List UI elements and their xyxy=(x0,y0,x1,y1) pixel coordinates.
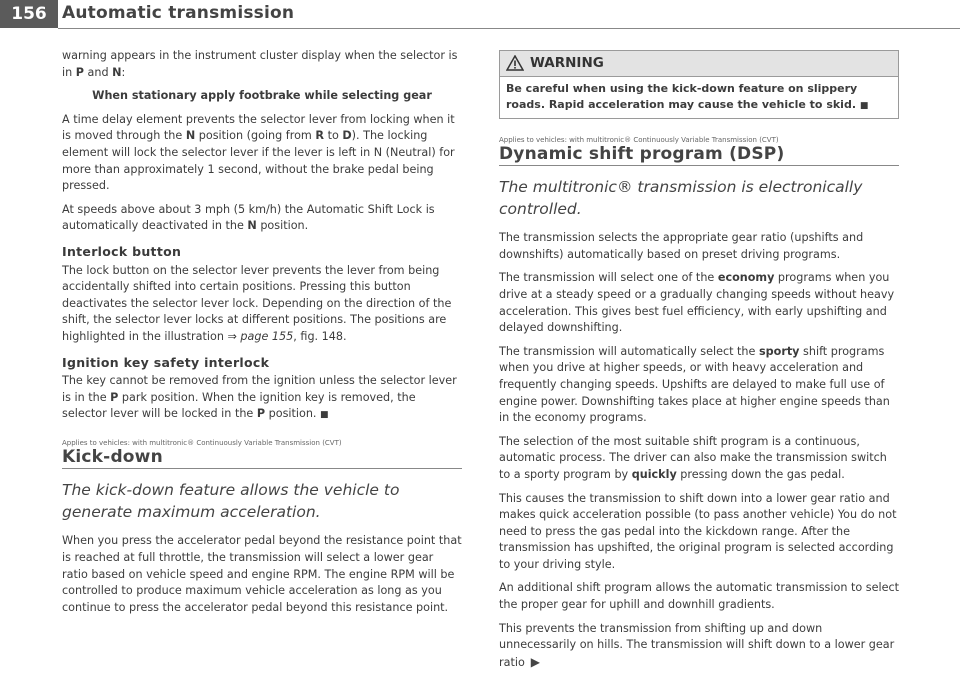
interlock-heading: Interlock button xyxy=(62,243,182,259)
shift-lock-paragraph: warning appears in the instrument cluster display when the selector is in P and N: xyxy=(62,49,458,79)
kickdown-title: Kick-down xyxy=(62,449,462,470)
footbrake-emphasis: When stationary apply footbrake while selecting gear xyxy=(92,89,432,103)
dsp-paragraph-5: This causes the transmission to shift down into a lower gear ratio and makes quick acceleration possible (to pass another vehicle) You do not need to press the gas pedal into the kickdown range. After the transmission has upshifted, the original program is selected according to your driving style. xyxy=(499,491,897,571)
dsp-paragraph-2: The transmission will select one of the economy programs when you drive at a steady speed or a gradually changing speeds without heavy acceleration. This gives best fuel efficiency, with early upshifting and delayed downshifting. xyxy=(499,271,895,335)
kickdown-lead: The kick-down feature allows the vehicle to generate maximum acceleration. xyxy=(62,481,400,522)
speed-paragraph: At speeds above about 3 mph (5 km/h) the Automatic Shift Lock is automatically deactivated in the N position. xyxy=(62,202,435,233)
end-mark: ■ xyxy=(320,410,329,421)
time-delay-paragraph: A time delay element prevents the selector lever from locking when it is moved through the N position (going from R to D). The locking element will lock the selector lever if the lever is left in N (Neutral) for more than approximately 1 second, without the brake pedal being pressed. xyxy=(62,112,455,193)
warning-box xyxy=(499,50,899,119)
right-column xyxy=(499,48,899,678)
dsp-paragraph-3: The transmission will automatically select the sporty shift programs when you drive at higher speeds, or with heavy acceleration and frequently changing speeds. Upshifts are delayed to make full use of engine power. Downshifting takes place at higher engine speeds than in the economy programs. xyxy=(499,344,890,425)
interlock-paragraph: The lock button on the selector lever prevents the lever from being accidentally shifted into certain positions. Pressing this button deactivates the selector lever lock. Depending on the direction of the shift, the selector lever locks at different positions. The positions are highlighted in the illustration ⇒ page 155, fig. 148. xyxy=(62,263,452,343)
warning-triangle-icon xyxy=(506,55,524,71)
page-header xyxy=(0,0,960,32)
ignition-heading: Ignition key safety interlock xyxy=(62,354,270,370)
header-rule xyxy=(58,28,960,29)
page-number: 156 xyxy=(0,0,58,28)
applies-note: Applies to vehicles: with multitronic® Continuously Variable Transmission (CVT) xyxy=(62,438,342,447)
chapter-title: Automatic transmission xyxy=(62,3,295,23)
dsp-paragraph-6: An additional shift program allows the automatic transmission to select the proper gear for uphill and downhill gradients. xyxy=(499,581,899,612)
kickdown-paragraph: When you press the accelerator pedal beyond the resistance point that is reached at full throttle, the transmission will select a lower gear ratio based on vehicle speed and engine RPM. The engine RPM will be controlled to produce maximum vehicle acceleration as long as you continue to press the accelerator pedal beyond this resistance point. xyxy=(62,534,462,614)
warning-text: Be careful when using the kick-down feature on slippery roads. Rapid acceleration may cause the vehicle to skid. ■ xyxy=(506,81,869,111)
left-column xyxy=(62,48,462,623)
dsp-lead: The multitronic® transmission is electronically controlled. xyxy=(499,178,863,219)
dsp-paragraph-4: The selection of the most suitable shift program is a continuous, automatic process. The driver can also make the transmission switch to a sporty program by quickly pressing down the gas pedal. xyxy=(499,434,887,481)
warning-title: WARNING xyxy=(530,55,604,71)
dsp-paragraph-7: This prevents the transmission from shifting up and down unnecessarily on hills. The transmission will shift down to a lower gear ratio ▶ xyxy=(499,621,895,669)
page-reference-link[interactable]: ⇒ page 155 xyxy=(227,329,294,343)
warning-header xyxy=(500,51,898,77)
dsp-paragraph-1: The transmission selects the appropriate gear ratio (upshifts and downshifts) automatically based on preset driving programs. xyxy=(499,231,864,261)
applies-note: Applies to vehicles: with multitronic® Continuously Variable Transmission (CVT) xyxy=(499,135,779,144)
dsp-title: Dynamic shift program (DSP) xyxy=(499,146,899,167)
continue-arrow-icon: ▶ xyxy=(530,654,541,669)
ignition-paragraph: The key cannot be removed from the ignition unless the selector lever is in the P park position. When the ignition key is removed, the selector lever will be locked in the P position. ■ xyxy=(62,374,457,421)
